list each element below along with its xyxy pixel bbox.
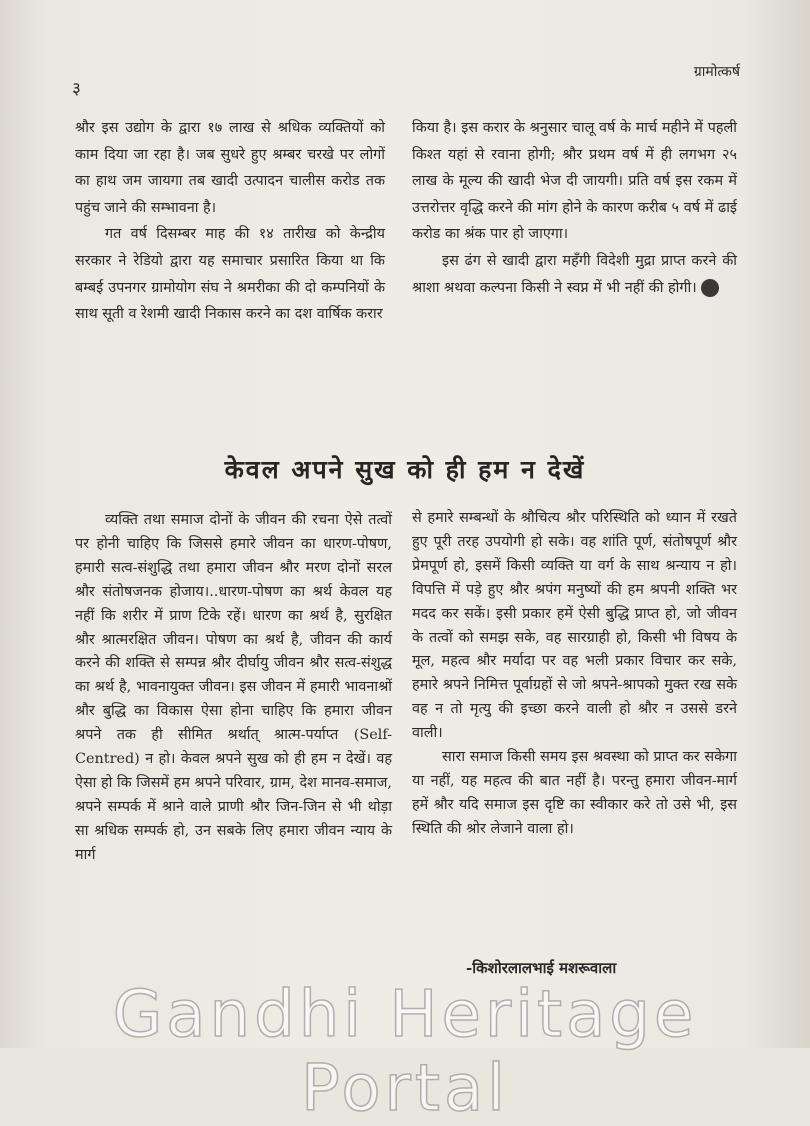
article1-left-paragraph-2: गत वर्ष दिसम्बर माह की १४ तारीख को केन्द्रीय सरकार ने रेडियो द्वारा यह समाचार प्रसारित किया था कि बम्बई उपनगर ग्रामोयोग संघ ने श्रमरीका की दो कम्पनियों के साथ सूती व रेशमी खादी निकास करने का दश वार्षिक करार bbox=[75, 226, 385, 323]
article2-left-paragraph-1: व्यक्ति तथा समाज दोनों के जीवन की रचना ऐसे तत्वों पर होनी चाहिए कि जिससे हमारे जीवन का धारण-पोषण, हमारी सत्व-संशुद्धि तथा हमारा जीवन श्रौर मरण दोनों सरल श्रौर संतोषजनक होजाय।..धारण-पोषण का श्रर्थ केवल यह नहीं कि शरीर में प्राण टिके रहें। धारण का श्रर्थ है, सुरक्षित श्रौर श्रात्मरक्षित जीवन। पोषण का श्रर्थ है, जीवन की कार्य करने की शक्ति से सम्पन्न श्रौर दीर्घायु जीवन श्रौर सत्व-संशुद्ध का श्रर्थ है, भावनायुक्त जीवन। इस जीवन में हमारी भावनाश्रों श्रौर बुद्धि का विकास ऐसा होना चाहिए कि हमारा जीवन श्रपने तक ही सीमित श्रर्थात् श्रात्म-पर्याप्त (Self-Centred) न हो। केवल श्रपने सुख को ही हम न देखें। वह ऐसा हो कि जिसमें हम श्रपने परिवार, ग्राम, देश मानव-समाज, श्रपने सम्पर्क में श्राने वाले प्राणी श्रौर जिन-जिन से भी थोड़ा सा श्रधिक सम्पर्क हो, उन सबके लिए हमारा जीवन न्याय के मार्ग bbox=[75, 512, 392, 863]
article2-headline: केवल अपने सुख को ही हम न देखें bbox=[224, 455, 586, 484]
article1-closing-text: इस ढंग से खादी द्वारा महँगी विदेशी मुद्रा प्राप्त करने की श्राशा श्रथवा कल्पना किसी ने स्वप्न में भी नहीं की होगी। bbox=[412, 252, 737, 296]
author-signature: -किशोरलालभाई मशरूवाला bbox=[466, 959, 617, 977]
article1-right-paragraph-2 bbox=[412, 248, 737, 301]
article2-right-column bbox=[412, 507, 737, 842]
running-title: ग्रामोत्कर्ष bbox=[693, 64, 740, 80]
page-number: ३ bbox=[72, 79, 81, 99]
article1-left-column bbox=[75, 115, 385, 328]
end-mark-icon bbox=[701, 279, 719, 297]
article1-right-column bbox=[412, 115, 737, 301]
article2-right-paragraph-1: से हमारे सम्बन्धों के श्रौचित्य श्रौर परिस्थिति को ध्यान में रखते हुए पूरी तरह उपयोगी हो सके। वह शांति पूर्ण, संतोषपूर्ण श्रौर प्रेमपूर्ण हो, इसमें किसी व्यक्ति या वर्ग के साथ श्रन्याय न हो। विपत्ति में पड़े हुए श्रौर श्रपंग मनुष्यों की हम श्रपनी शक्ति भर मदद कर सकें। इसी प्रकार हमें ऐसी बुद्धि प्राप्त हो, जो जीवन के तत्वों को समझ सके, वह सारग्राही हो, किसी भी विषय के मूल, महत्व श्रौर मर्यादा पर वह भली प्रकार विचार कर सके, हमारे श्रपने निमित्त पूर्वाग्रहों से जो श्रपने-श्रापको मुक्त रख सके वह न तो मृत्यु की इच्छा करने वाली हो श्रौर न उससे डरने वाली। bbox=[412, 510, 737, 742]
article1-right-paragraph-1: किया है। इस करार के श्रनुसार चालू वर्ष के मार्च महीने में पहली किश्त यहां से रवाना होगी; श्रौर प्रथम वर्ष में ही लगभग २५ लाख के मूल्य की खादी भेज दी जायगी। प्रति वर्ष इस रकम में उत्तरोत्तर वृद्धि करने की मांग होने के कारण करीब ५ वर्ष में ढाई करोड का श्रंक पार हो जाएगा। bbox=[412, 120, 737, 243]
article1-left-paragraph-1: श्रौर इस उद्योग के द्वारा १७ लाख से श्रधिक व्यक्तियों को काम दिया जा रहा है। जब सुधरे हुए श्रम्बर चरखे पर लोगों का हाथ जम जायगा तब खादी उत्पादन चालीस करोड तक पहुंच जाने की सम्भावना है। bbox=[75, 120, 385, 216]
article2-right-paragraph-2: सारा समाज किसी समय इस श्रवस्था को प्राप्त कर सकेगा या नहीं, यह महत्व की बात नहीं है। परन्तु हमारा जीवन-मार्ग हमें श्रौर यदि समाज इस दृष्टि का स्वीकार करे तो उसे भी, इस स्थिति की श्रोर लेजाने वाला हो। bbox=[412, 749, 737, 837]
article2-left-column bbox=[75, 509, 392, 868]
portal-watermark: Gandhi Heritage Portal bbox=[112, 978, 698, 1126]
